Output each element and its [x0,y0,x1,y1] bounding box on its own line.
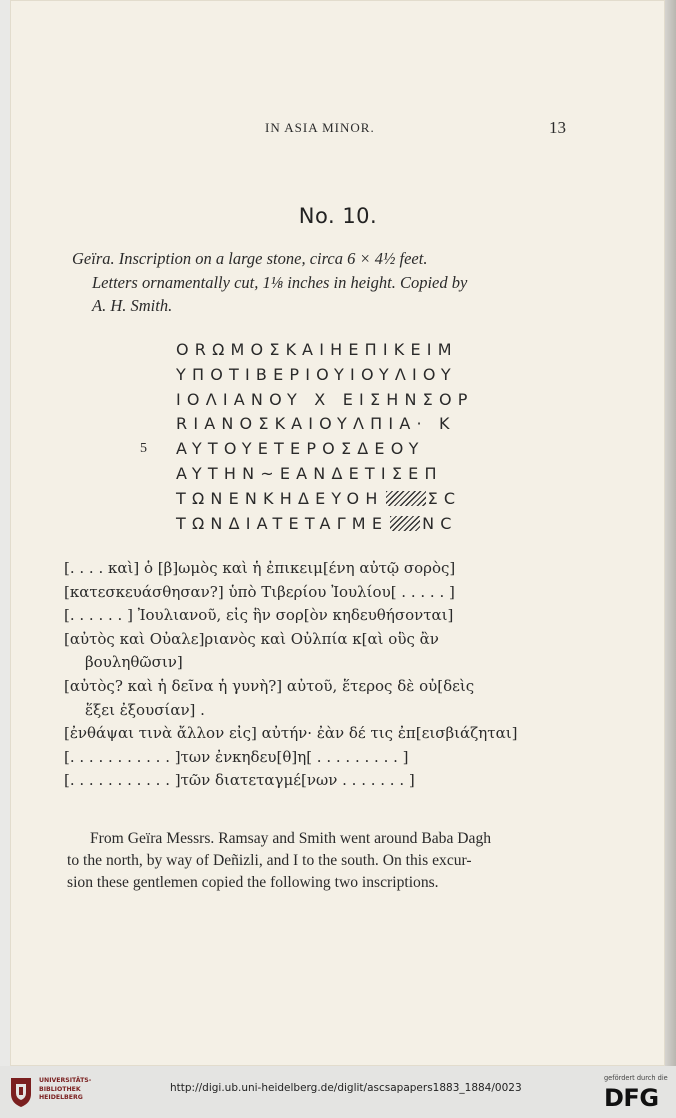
inscription-line: AYTHN~EANΔETIΣEΠ [176,463,443,483]
inscription-line: IOΛIANOY X EIΣHNΣOP [176,389,474,409]
transcription-line: [αὐτὸς? καὶ ἡ δεῖνα ἡ γυνὴ?] αὐτοῦ, ἕτερος δὲ οὐ[δεὶς [64,676,475,695]
permalink-url[interactable]: http://digi.ub.uni-heidelberg.de/diglit/ascsapapers1883_1884/0023 [170,1082,522,1094]
university-seal-icon [9,1076,33,1108]
transcription-line: [. . . . . . ] Ἰουλιανοῦ, εἰς ἣν σορ[ὸν κηδευθήσονται] [64,606,454,625]
inscription-line: YΠOTIBEPIOYIOYΛIOY [176,364,457,384]
inscription-line: RIANOΣKAIOYΛΠIA· K [176,414,456,434]
digitization-footer [0,1066,676,1118]
transcription-line: [. . . . . . . . . . . ]τῶν διατεταγμέ[νων . . . . . . . ] [64,771,415,790]
page-number: 13 [549,118,566,137]
inscription-number-title: No. 10. [298,204,378,228]
body-line: to the north, by way of Deñizli, and I to the south. On this excur- [67,852,472,869]
dfg-logo: DFG [604,1084,659,1112]
sponsor-text: gefördert durch die [604,1074,668,1082]
inscription-line: 5 AYTOYETEPOΣΔEOY [140,437,500,462]
transcription-line: [αὐτὸς καὶ Οὐαλε]ριανὸς καὶ Οὐλπία κ[αὶ οὓς ἂν [64,629,439,648]
greek-transcription [64,557,574,793]
intro-line: Letters ornamentally cut, 1⅛ inches in height. Copied by [92,272,468,292]
damaged-area-hatch [390,516,420,531]
inscription-intro [72,247,572,318]
line-number: 5 [140,441,147,457]
body-line: sion these gentlemen copied the following two inscriptions. [67,874,439,891]
body-line: From Geïra Messrs. Ramsay and Smith went around Baba Dagh [90,830,492,847]
inscription-line: TΩNENKHΔEYOH ΣC [176,488,462,508]
transcription-line: βουληθῶσιν] [85,653,183,672]
damaged-area-hatch [386,491,426,506]
transcription-line: [. . . . καὶ] ὁ [β]ωμὸς καὶ ἡ ἐπικειμ[ένη αὐτῷ σορὸς] [64,559,456,577]
transcription-line: [. . . . . . . . . . . ]των ἐνκηδευ[θ]η[ . . . . . . . . . ] [64,747,409,766]
transcription-line: [ἐνθάψαι τινὰ ἄλλον εἰς] αὐτήν· ἐὰν δέ τις ἐπ[εισβιάζηται] [64,724,518,743]
inscription-line: TΩNΔIATETAΓME NC [176,513,458,533]
inscription-facsimile [140,338,500,536]
intro-line: A. H. Smith. [92,296,173,315]
transcription-line: ἕξει ἐξουσίαν] . [85,700,205,719]
inscription-line: ORΩMOΣKAIHEΠIKEIM [176,340,458,359]
running-title: IN ASIA MINOR. [265,120,375,135]
body-paragraph [67,828,572,894]
intro-line: Geïra. Inscription on a large stone, circa 6 × 4½ feet. [72,249,428,268]
page-edge [665,0,676,1066]
transcription-line: [κατεσκευάσθησαν?] ὑπὸ Τιβερίου Ἰουλίου[ . . . . . ] [64,582,455,601]
page-header [0,116,676,146]
library-logo-text: UNIVERSITÄTS- BIBLIOTHEK HEIDELBERG [39,1077,92,1101]
